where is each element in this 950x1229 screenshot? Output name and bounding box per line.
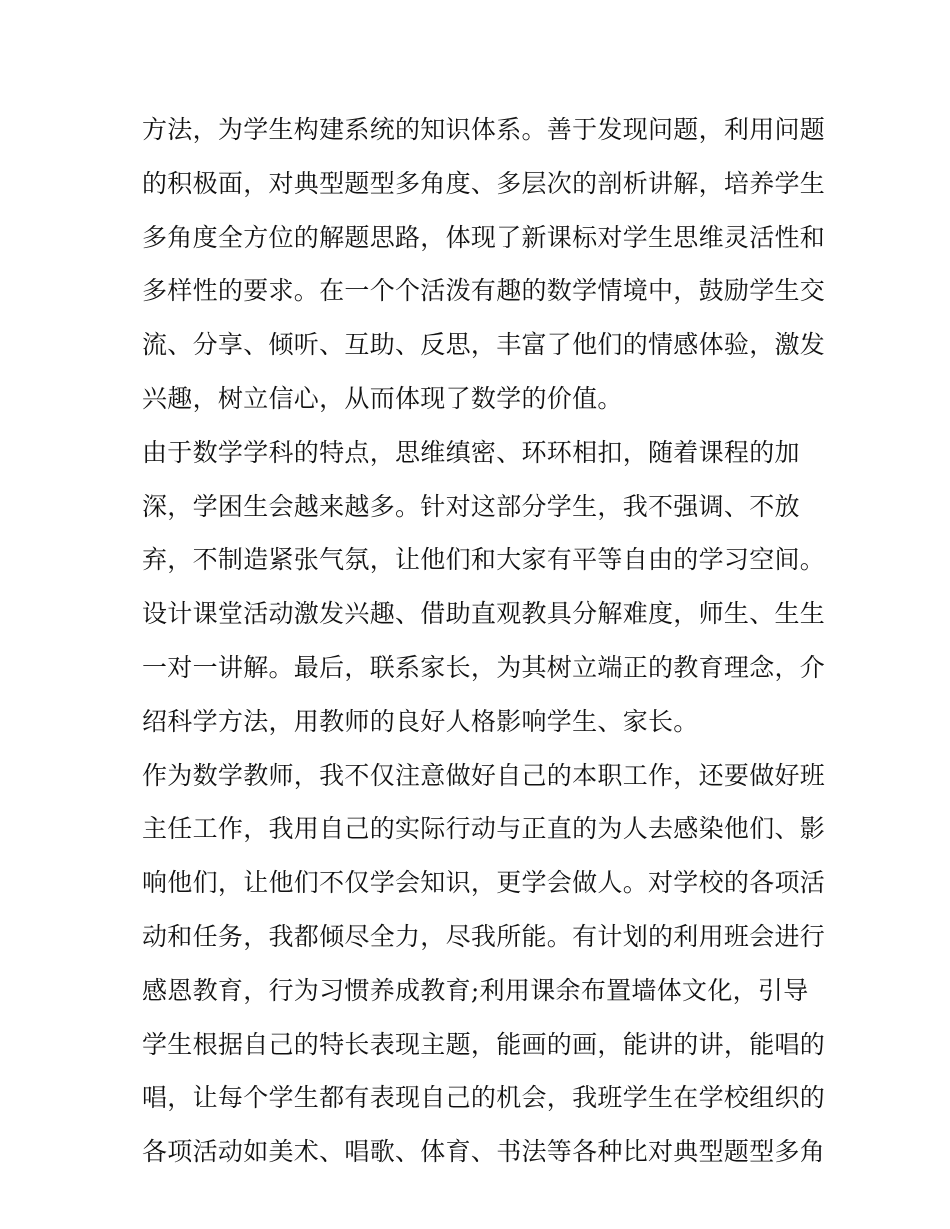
text-line: 设计课堂活动激发兴趣、借助直观教具分解难度，师生、生生 xyxy=(142,599,826,629)
text-line: 方法，为学生构建系统的知识体系。善于发现问题，利用问题 xyxy=(142,115,826,144)
text-line: 学生根据自己的特长表现主题，能画的画，能讲的讲，能唱的 xyxy=(142,1029,826,1059)
text-line: 动和任务，我都倾尽全力，尽我所能。有计划的利用班会进行 xyxy=(142,921,826,951)
text-line: 兴趣，树立信心，从而体现了数学的价值。 xyxy=(142,383,623,413)
text-line: 弃，不制造紧张气氛，让他们和大家有平等自由的学习空间。 xyxy=(142,545,826,575)
text-line: 一对一讲解。最后，联系家长，为其树立端正的教育理念，介 xyxy=(142,652,826,682)
text-line: 感恩教育，行为习惯养成教育;利用课余布置墙体文化，引导 xyxy=(142,975,809,1005)
text-line: 绍科学方法，用教师的良好人格影响学生、家长。 xyxy=(142,706,699,736)
text-line: 各项活动如美术、唱歌、体育、书法等各种比对典型题型多角 xyxy=(142,1137,826,1167)
text-line: 作为数学教师，我不仅注意做好自己的本职工作，还要做好班 xyxy=(142,760,826,790)
text-line: 主任工作，我用自己的实际行动与正直的为人去感染他们、影 xyxy=(142,814,826,844)
text-line: 的积极面，对典型题型多角度、多层次的剖析讲解，培养学生 xyxy=(142,168,826,198)
text-line: 响他们，让他们不仅学会知识，更学会做人。对学校的各项活 xyxy=(142,868,826,898)
body-text xyxy=(142,108,826,1184)
text-line: 多样性的要求。在一个个活泼有趣的数学情境中，鼓励学生交 xyxy=(142,276,826,306)
text-line: 由于数学学科的特点，思维缜密、环环相扣，随着课程的加 xyxy=(142,437,800,467)
text-line: 深，学困生会越来越多。针对这部分学生，我不强调、不放 xyxy=(142,491,800,521)
text-line: 唱，让每个学生都有表现自己的机会，我班学生在学校组织的 xyxy=(142,1083,826,1113)
text-line: 多角度全方位的解题思路，体现了新课标对学生思维灵活性和 xyxy=(142,222,826,252)
text-line: 流、分享、倾听、互助、反思，丰富了他们的情感体验，激发 xyxy=(142,330,826,360)
